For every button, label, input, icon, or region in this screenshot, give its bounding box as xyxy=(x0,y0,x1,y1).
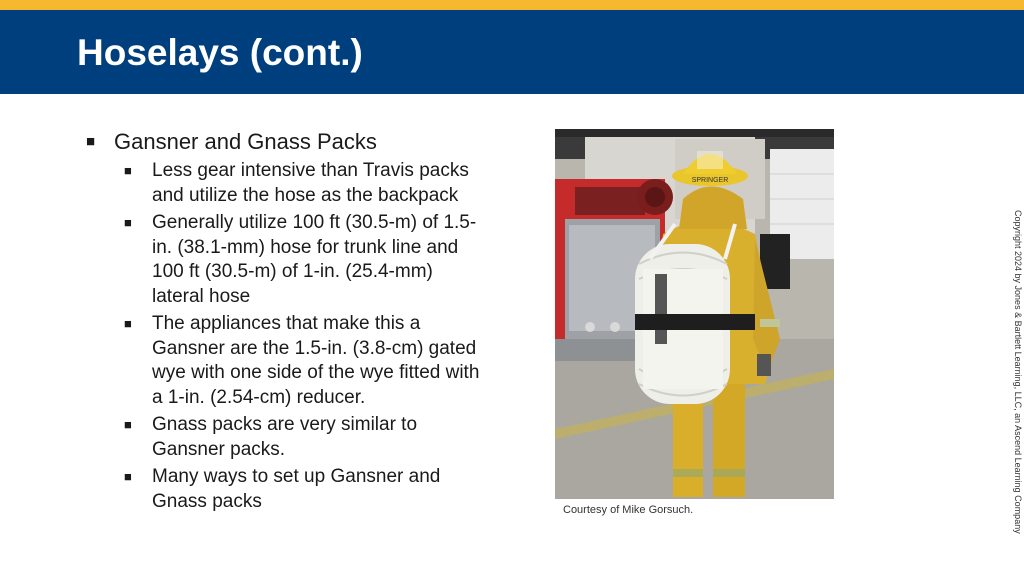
sub-bullet-item xyxy=(86,159,486,208)
sub-bullet-item xyxy=(86,413,486,462)
bullet-text: Gansner and Gnass Packs xyxy=(114,129,377,154)
square-bullet-icon: ■ xyxy=(124,469,132,484)
top-accent-bar xyxy=(0,0,1024,10)
sub-bullet-text: Less gear intensive than Travis packs and utilize the hose as the backpack xyxy=(152,160,469,206)
helmet-label: SPRINGER xyxy=(691,177,729,184)
sub-bullet-text: Gnass packs are very similar to Gansner packs. xyxy=(152,414,418,460)
sub-bullet-text: Generally utilize 100 ft (30.5-m) of 1.5-in. (38.1-mm) hose for trunk line and 100 ft (30.5-m) of 1-in. (25.4-mm) lateral hose xyxy=(152,212,477,307)
sub-bullet-item xyxy=(86,312,486,410)
photo-credit: Courtesy of Mike Gorsuch. xyxy=(563,504,694,516)
slide-title: Hoselays (cont.) xyxy=(77,32,363,73)
bullet-item xyxy=(86,128,486,155)
square-bullet-icon: ■ xyxy=(124,215,132,230)
bullet-list xyxy=(86,128,486,517)
square-bullet-icon: ■ xyxy=(124,417,132,432)
sub-bullet-text: The appliances that make this a Gansner are the 1.5-in. (3.8-cm) gated wye with one side of the wye fitted with a 1-in. (2.54-cm) reducer. xyxy=(152,313,480,408)
square-bullet-icon: ■ xyxy=(86,133,96,150)
copyright-text: Copyright 2024 by Jones & Bartlett Learning, LLC, an Ascend Learning Company xyxy=(1013,210,1023,534)
sub-bullet-item xyxy=(86,465,486,514)
sub-bullet-item xyxy=(86,211,486,309)
square-bullet-icon: ■ xyxy=(124,163,132,178)
copyright-notice xyxy=(1011,210,1023,534)
sub-bullet-text: Many ways to set up Gansner and Gnass packs xyxy=(152,466,441,512)
square-bullet-icon: ■ xyxy=(124,316,132,331)
firefighter-hose-pack-photo xyxy=(555,129,834,499)
